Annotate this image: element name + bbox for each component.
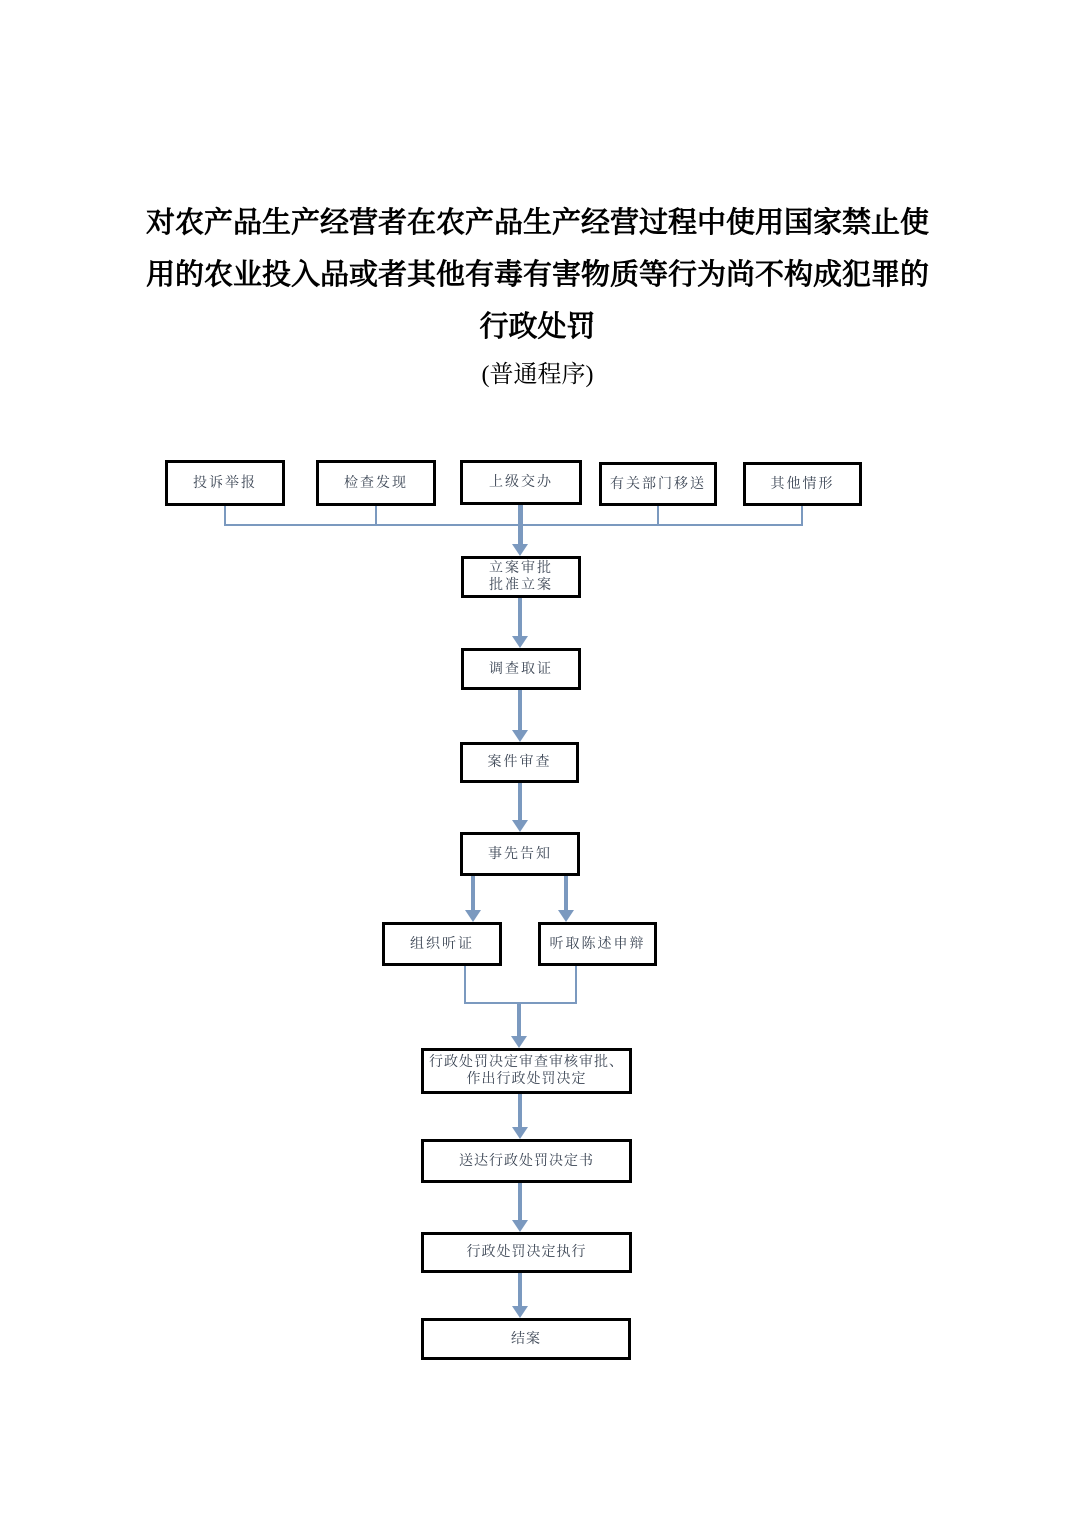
title-line-2: 用的农业投入品或者其他有毒有害物质等行为尚不构成犯罪的 (145, 259, 929, 291)
node-decision-execution (421, 1232, 632, 1273)
node-label-line2: 批准立案 (489, 578, 553, 593)
node-label: 结案 (511, 1331, 541, 1347)
arrow-stem (518, 1273, 522, 1306)
node-other-circumstances (743, 462, 862, 506)
node-label: 有关部门移送 (610, 476, 706, 492)
document-subtitle: (普通程序) (481, 362, 594, 388)
arrow-down-icon (512, 544, 528, 556)
connector-line (224, 524, 803, 526)
node-label-line1: 立案审批 (489, 561, 553, 576)
arrow-stem (471, 876, 475, 910)
connector-line (801, 506, 803, 526)
arrow-stem (564, 876, 568, 910)
title-line-3: 行政处罚 (479, 311, 596, 343)
arrow-stem (518, 1094, 522, 1127)
connector-line (224, 506, 226, 526)
arrow-down-icon (512, 1306, 528, 1318)
node-label: 听取陈述申辩 (549, 936, 646, 952)
arrow-stem (517, 1004, 521, 1036)
arrow-down-icon (558, 910, 574, 922)
connector-line (464, 966, 466, 1004)
node-decision-delivery (421, 1139, 632, 1183)
arrow-down-icon (511, 1036, 527, 1048)
connector-line (657, 506, 659, 526)
node-department-transfer (599, 462, 717, 506)
node-label-line2: 作出行政处罚决定 (466, 1072, 587, 1087)
title-line-1: 对农产品生产经营者在农产品生产经营过程中使用国家禁止使 (145, 207, 929, 239)
node-label: 送达行政处罚决定书 (459, 1153, 594, 1169)
node-prior-notification (460, 832, 580, 876)
arrow-down-icon (512, 636, 528, 648)
node-investigation-evidence (461, 648, 581, 690)
connector-line (375, 506, 377, 526)
node-complaint-report (165, 460, 285, 506)
node-label: 检查发现 (344, 475, 408, 491)
arrow-stem (518, 690, 522, 730)
node-label: 上级交办 (489, 475, 553, 490)
node-label: 其他情形 (770, 476, 835, 492)
node-superior-assignment (460, 460, 582, 505)
arrow-down-icon (512, 820, 528, 832)
node-case-filing-approval (461, 556, 581, 598)
arrow-stem (518, 505, 523, 544)
node-case-review (460, 742, 579, 783)
node-label: 事先告知 (488, 846, 552, 862)
node-case-closure (421, 1318, 631, 1360)
node-label: 组织听证 (410, 936, 474, 952)
node-label: 投诉举报 (193, 475, 257, 491)
arrow-down-icon (512, 1220, 528, 1232)
node-label: 案件审查 (487, 755, 552, 770)
node-label-line1: 行政处罚决定审查审核审批、 (429, 1055, 624, 1070)
node-statement-defense (538, 922, 657, 966)
arrow-stem (518, 598, 522, 636)
node-penalty-decision (421, 1048, 632, 1094)
connector-line (575, 966, 577, 1004)
arrow-down-icon (512, 730, 528, 742)
arrow-down-icon (465, 910, 481, 922)
arrow-stem (518, 783, 522, 820)
arrow-down-icon (512, 1127, 528, 1139)
node-hearing-organization (382, 922, 502, 966)
node-label: 行政处罚决定执行 (466, 1245, 587, 1260)
node-inspection-discovery (316, 460, 436, 506)
node-label: 调查取证 (489, 661, 553, 677)
arrow-stem (518, 1183, 522, 1220)
